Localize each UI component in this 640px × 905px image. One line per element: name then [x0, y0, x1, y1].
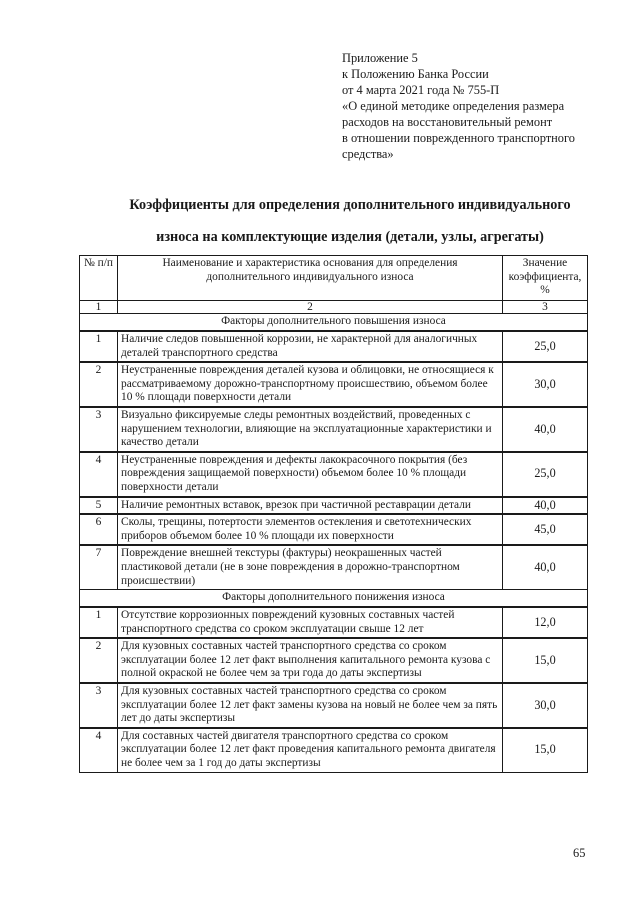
row-number: 1 [80, 331, 118, 362]
appendix-line: Приложение 5 [342, 51, 418, 65]
row-number: 2 [80, 362, 118, 407]
header-description: Наименование и характеристика основания для определения дополнительного индивидуального износа [118, 256, 503, 301]
row-value: 40,0 [503, 407, 588, 452]
table-row [80, 638, 588, 683]
table-row [80, 452, 588, 497]
appendix-line: в отношении поврежденного транспортного [342, 131, 575, 145]
row-description: Визуально фиксируемые следы ремонтных воздействий, проведенных с нарушением технологии, влияющие на эксплуатационные характеристики и качество детали [118, 407, 503, 452]
table-row [80, 362, 588, 407]
row-description: Для составных частей двигателя транспортного средства со сроком эксплуатации более 12 лет факт проведения капитального ремонта двигателя не более чем за 1 год до даты экспертизы [118, 728, 503, 772]
row-number: 6 [80, 514, 118, 545]
appendix-reference [342, 50, 622, 162]
column-index: 2 [118, 301, 503, 314]
section-title: Факторы дополнительного понижения износа [80, 590, 588, 608]
row-description: Неустраненные повреждения деталей кузова и облицовки, не относящиеся к рассматриваемому дорожно-транспортному происшествию, объемом более 10 % площади поверхности детали [118, 362, 503, 407]
header-number: № п/п [80, 256, 118, 301]
row-value: 12,0 [503, 607, 588, 638]
table-row [80, 545, 588, 589]
document-title-line-1: Коэффициенты для определения дополнительного индивидуального [129, 197, 571, 213]
row-value: 30,0 [503, 362, 588, 407]
table-row [80, 683, 588, 728]
row-number: 4 [80, 452, 118, 497]
row-description: Для кузовных составных частей транспортного средства со сроком эксплуатации более 12 лет факт замены кузова на новый не более чем за пять лет до даты экспертизы [118, 683, 503, 728]
row-number: 4 [80, 728, 118, 772]
table-row [80, 331, 588, 362]
row-number: 3 [80, 407, 118, 452]
row-number: 3 [80, 683, 118, 728]
row-description: Сколы, трещины, потертости элементов остекления и светотехнических приборов объемом более 10 % площади их поверхности [118, 514, 503, 545]
section-title: Факторы дополнительного повышения износа [80, 314, 588, 332]
row-value: 15,0 [503, 728, 588, 772]
row-number: 7 [80, 545, 118, 589]
table-row [80, 607, 588, 638]
row-value: 40,0 [503, 545, 588, 589]
header-value: Значение коэффициента, % [503, 256, 588, 301]
row-number: 1 [80, 607, 118, 638]
row-value: 40,0 [503, 497, 588, 515]
row-value: 15,0 [503, 638, 588, 683]
section-row-increase [80, 314, 588, 332]
row-number: 5 [80, 497, 118, 515]
table-row [80, 407, 588, 452]
column-index-row [80, 301, 588, 314]
row-description: Повреждение внешней текстуры (фактуры) неокрашенных частей пластиковой детали (не в зоне повреждения в дорожно-транспортном происшествии) [118, 545, 503, 589]
row-description: Для кузовных составных частей транспортного средства со сроком эксплуатации более 12 лет факт выполнения капитального ремонта кузова с полной окраской не более чем за три года до даты экспертизы [118, 638, 503, 683]
coefficients-table [79, 255, 588, 773]
row-number: 2 [80, 638, 118, 683]
page-number: 65 [573, 846, 586, 860]
document-title [60, 189, 640, 253]
appendix-line: к Положению Банка России [342, 67, 489, 81]
row-value: 25,0 [503, 452, 588, 497]
table-header-row [80, 256, 588, 301]
appendix-line: от 4 марта 2021 года № 755-П [342, 83, 500, 97]
row-value: 25,0 [503, 331, 588, 362]
row-description: Неустраненные повреждения и дефекты лакокрасочного покрытия (без повреждения защищаемой поверхности) объемом более 10 % площади поверхности детали [118, 452, 503, 497]
row-description: Наличие ремонтных вставок, врезок при частичной реставрации детали [118, 497, 503, 515]
row-value: 45,0 [503, 514, 588, 545]
row-value: 30,0 [503, 683, 588, 728]
row-description: Отсутствие коррозионных повреждений кузовных составных частей транспортного средства со сроком эксплуатации свыше 12 лет [118, 607, 503, 638]
section-row-decrease [80, 590, 588, 608]
row-description: Наличие следов повышенной коррозии, не характерной для аналогичных деталей транспортного средства [118, 331, 503, 362]
appendix-line: средства» [342, 147, 394, 161]
column-index: 3 [503, 301, 588, 314]
column-index: 1 [80, 301, 118, 314]
table-row [80, 514, 588, 545]
appendix-line: расходов на восстановительный ремонт [342, 115, 553, 129]
table-row [80, 497, 588, 515]
document-title-line-2: износа на комплектующие изделия (детали, узлы, агрегаты) [156, 229, 544, 245]
appendix-line: «О единой методике определения размера [342, 99, 565, 113]
table-row [80, 728, 588, 772]
